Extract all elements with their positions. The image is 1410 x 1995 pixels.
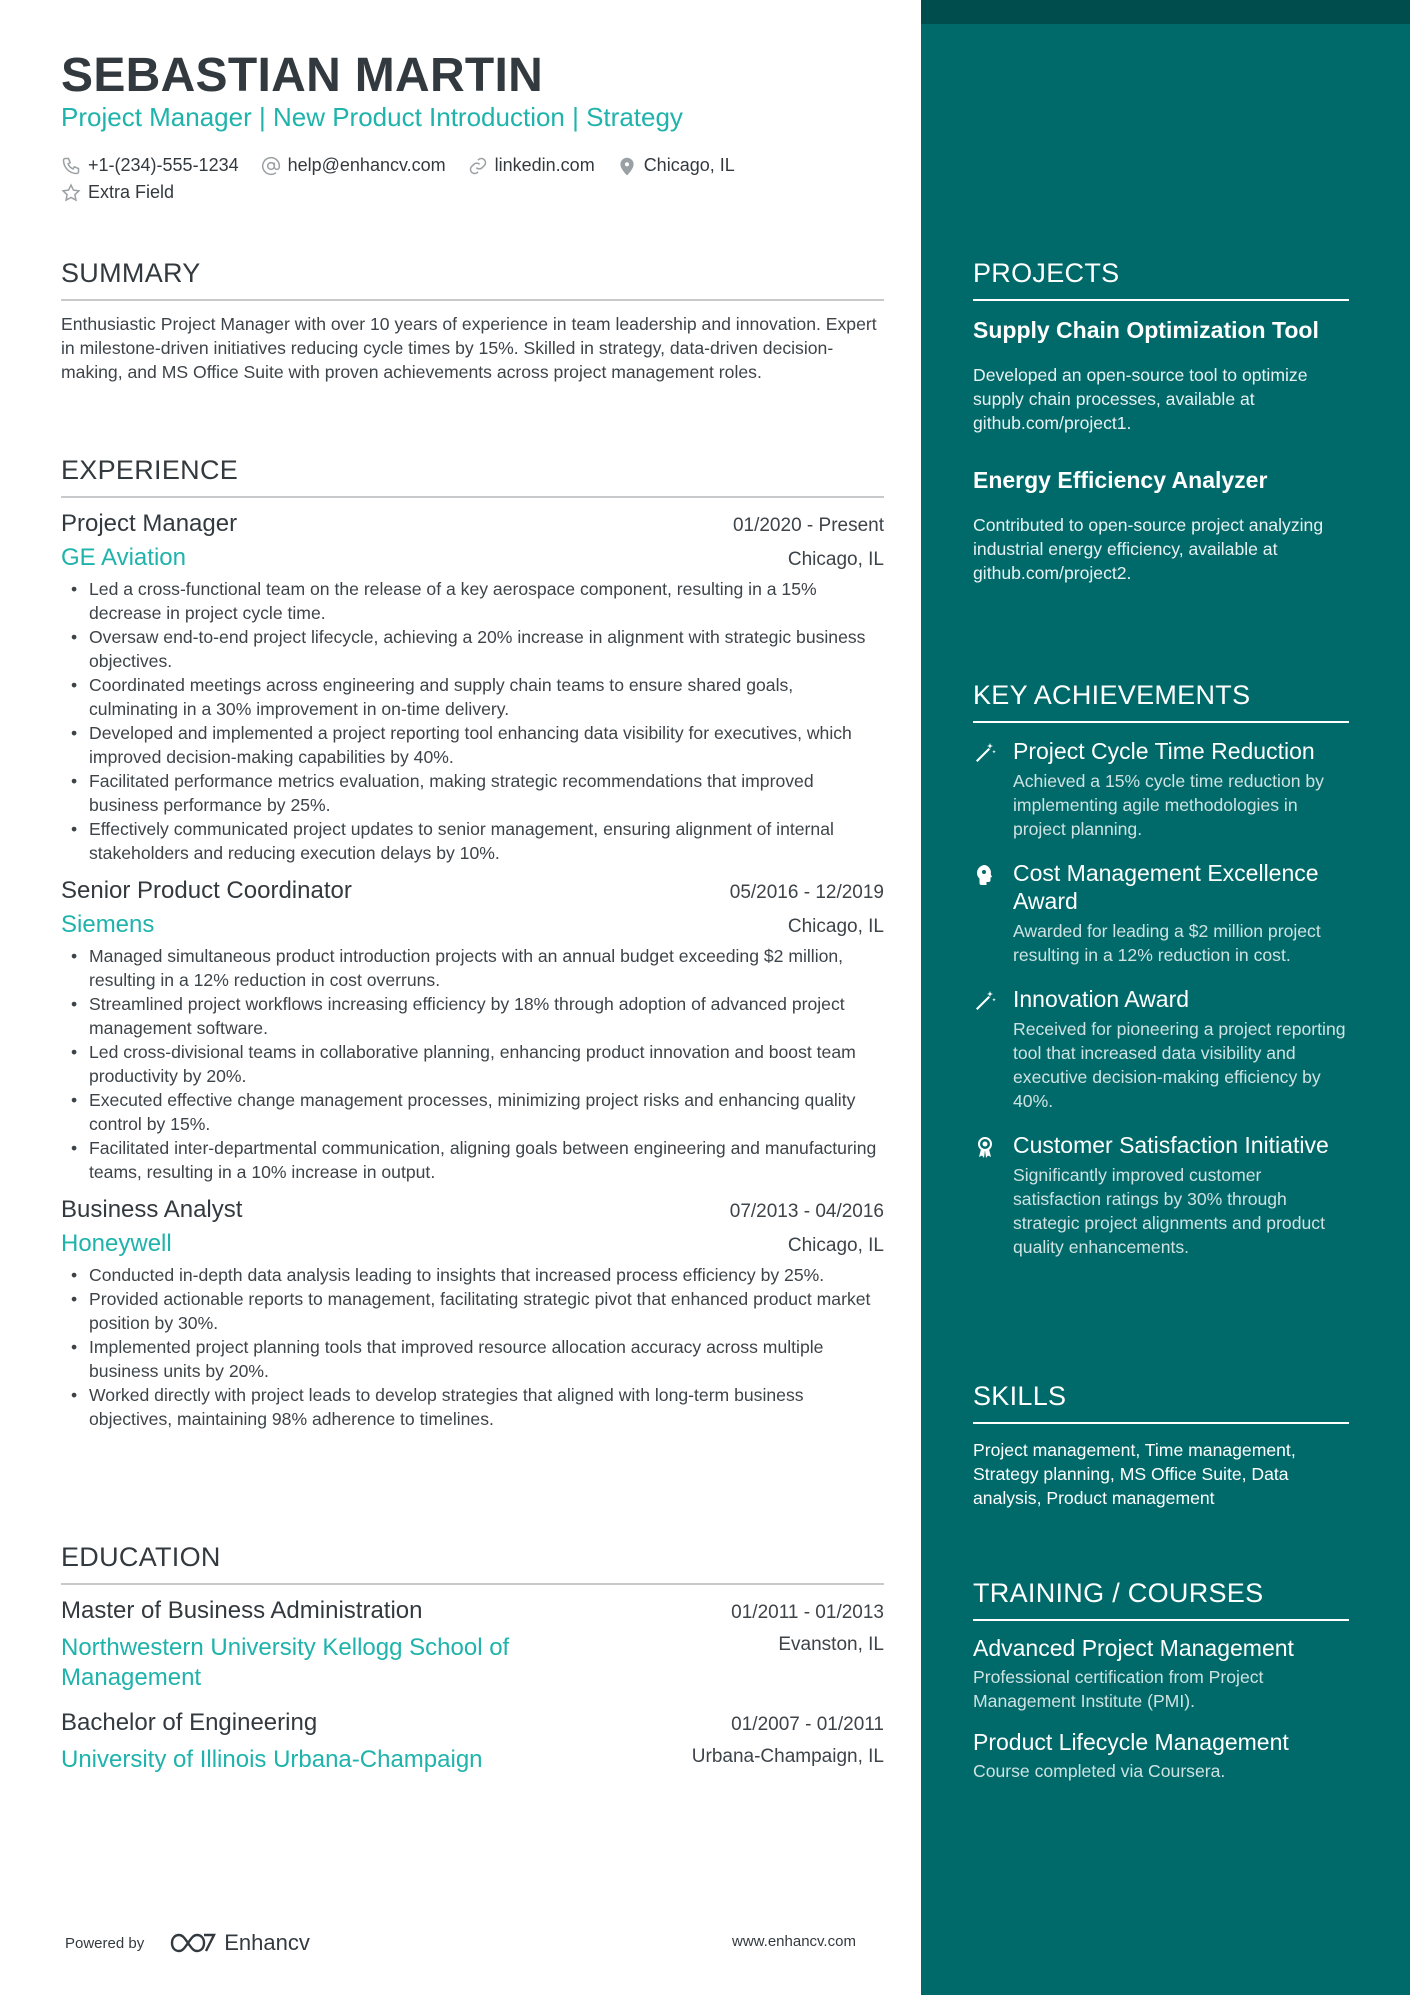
job-header-row xyxy=(61,1196,884,1224)
job-company: GE Aviation xyxy=(61,544,186,571)
summary-text: Enthusiastic Project Manager with over 10 years of experience in team leadership and innovation. Expert in milestone-driven initiatives reducing cycle times by 15%. Skilled in strategy, data-driven decision-making, and MS Office Suite with proven achievements across project management roles. xyxy=(61,314,877,383)
achievement-desc: Received for pioneering a project reporting tool that increased data visibility and executive decision-making efficiency by 40%. xyxy=(1013,1019,1346,1111)
contact-linkedin[interactable] xyxy=(468,155,595,176)
achievement-body xyxy=(1013,1131,1349,1259)
candidate-name: SEBASTIAN MARTIN xyxy=(61,49,544,102)
job-bullet: • Managed simultaneous product introduction projects with an annual budget exceeding $2 million, resulting in a 12% reduction in cost overruns. xyxy=(61,944,884,992)
achievement-title: Project Cycle Time Reduction xyxy=(1013,738,1315,764)
course-title: Advanced Project Management xyxy=(973,1635,1294,1661)
enhancv-brand-text: Enhancv xyxy=(224,1930,310,1955)
job-header-row xyxy=(61,877,884,905)
achievement-desc: Significantly improved customer satisfaction ratings by 30% through strategic project alignments and product quality enhancements. xyxy=(1013,1165,1325,1257)
job-bullets xyxy=(61,577,884,865)
achievement-icon-wrap xyxy=(973,985,1013,1113)
job-bullet: • Streamlined project workflows increasing efficiency by 18% through adoption of advanced project management software. xyxy=(61,992,884,1040)
project-title: Energy Efficiency Analyzer xyxy=(973,467,1268,493)
education-header-row xyxy=(61,1597,884,1625)
education-date: 01/2011 - 01/2013 xyxy=(731,1602,884,1623)
education-location: Evanston, IL xyxy=(778,1634,884,1655)
link-icon xyxy=(468,156,488,176)
project-title: Supply Chain Optimization Tool xyxy=(973,317,1319,343)
contact-location-text: Chicago, IL xyxy=(643,155,735,175)
at-icon xyxy=(261,156,281,176)
contact-extra-text: Extra Field xyxy=(88,182,175,202)
skills-text: Project management, Time management, Strategy planning, MS Office Suite, Data analysis, Product management xyxy=(973,1440,1296,1508)
education-school-row xyxy=(61,1633,884,1693)
footer-website[interactable]: www.enhancv.com xyxy=(732,1933,856,1950)
job-location: Chicago, IL xyxy=(787,916,884,937)
education-section xyxy=(61,1542,884,1775)
candidate-headline: Project Manager | New Product Introduction | Strategy xyxy=(61,102,683,132)
job-entry xyxy=(61,1196,884,1431)
achievement-item xyxy=(973,737,1349,841)
achievement-body xyxy=(1013,737,1349,841)
job-entry xyxy=(61,510,884,865)
contact-phone-text: +1-(234)-555-1234 xyxy=(88,155,239,175)
achievement-desc: Achieved a 15% cycle time reduction by implementing agile methodologies in project planning. xyxy=(1013,771,1324,839)
education-header-row xyxy=(61,1709,884,1737)
training-section xyxy=(973,1578,1349,1783)
summary-title: SUMMARY xyxy=(61,258,884,301)
achievement-icon-wrap xyxy=(973,859,1013,967)
job-bullet: • Executed effective change management processes, minimizing project risks and enhancing quality control by 15%. xyxy=(61,1088,884,1136)
contact-info xyxy=(61,152,901,206)
summary-section xyxy=(61,258,884,385)
achievements-title: KEY ACHIEVEMENTS xyxy=(973,680,1349,723)
job-title: Project Manager xyxy=(61,510,238,537)
achievement-body xyxy=(1013,859,1349,967)
achievement-item xyxy=(973,1131,1349,1259)
course-desc: Course completed via Coursera. xyxy=(973,1761,1226,1781)
job-date: 01/2020 - Present xyxy=(732,515,884,536)
achievement-icon-wrap xyxy=(973,1131,1013,1259)
job-company: Honeywell xyxy=(61,1230,172,1257)
achievement-icon-wrap xyxy=(973,737,1013,841)
achievement-title: Cost Management Excellence Award xyxy=(1013,860,1319,914)
education-degree: Bachelor of Engineering xyxy=(61,1709,318,1736)
phone-icon xyxy=(61,156,81,176)
job-bullet: • Coordinated meetings across engineering and supply chain teams to ensure shared goals, culminating in a 30% improvement in on-time delivery. xyxy=(61,673,884,721)
brain-icon xyxy=(973,863,997,887)
projects-title: PROJECTS xyxy=(973,258,1349,301)
magic-wand-icon xyxy=(973,989,997,1013)
contact-extra-field xyxy=(61,182,174,203)
experience-title: EXPERIENCE xyxy=(61,455,884,498)
job-header-row xyxy=(61,510,884,538)
achievements-section xyxy=(973,680,1349,1259)
education-school: Northwestern University Kellogg School of Management xyxy=(61,1634,510,1691)
contact-phone[interactable] xyxy=(61,155,239,176)
job-company-row xyxy=(61,1230,884,1258)
contact-email-text: help@enhancv.com xyxy=(287,155,446,175)
star-icon xyxy=(61,183,81,203)
job-bullet: • Conducted in-depth data analysis leading to insights that increased process efficiency by 25%. xyxy=(61,1263,884,1287)
job-company-row xyxy=(61,544,884,572)
education-title: EDUCATION xyxy=(61,1542,884,1585)
job-bullet: • Led a cross-functional team on the release of a key aerospace component, resulting in a 15% decrease in project cycle time. xyxy=(61,577,884,625)
project-desc: Developed an open-source tool to optimize supply chain processes, available at github.com/project1. xyxy=(973,365,1308,433)
enhancv-logo[interactable] xyxy=(170,1930,310,1956)
job-location: Chicago, IL xyxy=(787,549,884,570)
experience-section xyxy=(61,455,884,1431)
job-entry xyxy=(61,877,884,1184)
course-title: Product Lifecycle Management xyxy=(973,1729,1289,1755)
contact-linkedin-text: linkedin.com xyxy=(494,155,595,175)
job-bullet: • Implemented project planning tools that improved resource allocation accuracy across multiple business units by 20%. xyxy=(61,1335,884,1383)
job-company-row xyxy=(61,911,884,939)
job-bullets xyxy=(61,1263,884,1431)
education-degree: Master of Business Administration xyxy=(61,1597,423,1624)
award-ribbon-icon xyxy=(973,1135,997,1159)
sidebar-top-bar xyxy=(921,0,1410,24)
achievement-desc: Awarded for leading a $2 million project resulting in a 12% reduction in cost. xyxy=(1013,921,1321,965)
achievement-body xyxy=(1013,985,1349,1113)
job-bullet: • Facilitated inter-departmental communication, aligning goals between engineering and manufacturing teams, resulting in a 10% increase in output. xyxy=(61,1136,884,1184)
achievement-title: Innovation Award xyxy=(1013,986,1190,1012)
achievement-title: Customer Satisfaction Initiative xyxy=(1013,1132,1329,1158)
achievement-item xyxy=(973,985,1349,1113)
contact-row xyxy=(61,152,901,179)
footer-powered-by xyxy=(65,1930,310,1956)
course-desc: Professional certification from Project Management Institute (PMI). xyxy=(973,1667,1264,1711)
skills-title: SKILLS xyxy=(973,1381,1349,1424)
job-date: 05/2016 - 12/2019 xyxy=(729,882,884,903)
job-bullet: • Developed and implemented a project reporting tool enhancing data visibility for executives, which improved decision-making capabilities by 40%. xyxy=(61,721,884,769)
projects-section xyxy=(973,258,1349,585)
job-title: Business Analyst xyxy=(61,1196,243,1223)
education-entry xyxy=(61,1597,884,1693)
magic-wand-icon xyxy=(973,741,997,765)
job-bullet: • Effectively communicated project updates to senior management, ensuring alignment of internal stakeholders and reducing execution delays by 10%. xyxy=(61,817,884,865)
contact-location xyxy=(617,155,735,176)
job-bullet: • Led cross-divisional teams in collaborative planning, enhancing product innovation and boost team productivity by 20%. xyxy=(61,1040,884,1088)
education-school-row xyxy=(61,1745,884,1775)
skills-section xyxy=(973,1381,1349,1510)
job-date: 07/2013 - 04/2016 xyxy=(729,1201,884,1222)
contact-row-extra xyxy=(61,179,901,206)
education-school: University of Illinois Urbana-Champaign xyxy=(61,1746,483,1773)
job-location: Chicago, IL xyxy=(787,1235,884,1256)
project-desc: Contributed to open-source project analyzing industrial energy efficiency, available at github.com/project2. xyxy=(973,515,1324,583)
job-title: Senior Product Coordinator xyxy=(61,877,352,904)
job-bullet: • Oversaw end-to-end project lifecycle, achieving a 20% increase in alignment with strategic business objectives. xyxy=(61,625,884,673)
enhancv-logo-icon xyxy=(170,1931,216,1955)
training-title: TRAINING / COURSES xyxy=(973,1578,1349,1621)
job-bullet: • Provided actionable reports to management, facilitating strategic pivot that enhanced product market position by 30%. xyxy=(61,1287,884,1335)
education-entry xyxy=(61,1709,884,1775)
education-date: 01/2007 - 01/2011 xyxy=(731,1714,884,1735)
achievement-item xyxy=(973,859,1349,967)
location-pin-icon xyxy=(617,156,637,176)
job-bullets xyxy=(61,944,884,1184)
job-bullet: • Worked directly with project leads to develop strategies that aligned with long-term business objectives, maintaining 98% adherence to timelines. xyxy=(61,1383,884,1431)
job-company: Siemens xyxy=(61,911,155,938)
job-bullet: • Facilitated performance metrics evaluation, making strategic recommendations that improved business performance by 25%. xyxy=(61,769,884,817)
powered-by-label: Powered by xyxy=(65,1934,145,1952)
education-location: Urbana-Champaign, IL xyxy=(691,1746,884,1767)
contact-email[interactable] xyxy=(261,155,446,176)
